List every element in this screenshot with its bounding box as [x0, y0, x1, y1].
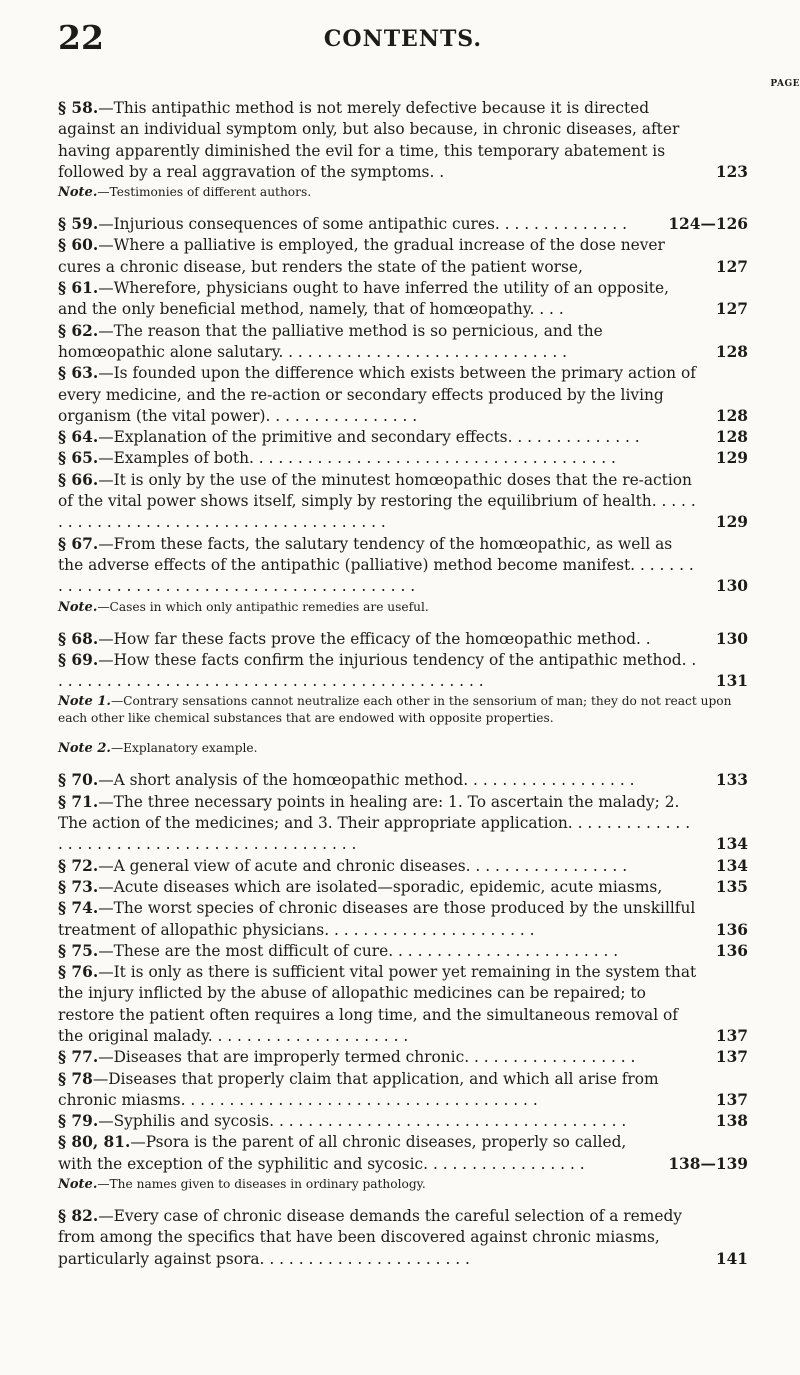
section-description: —Syphilis and sycosis. . . . . . . . . . . . . . . . . . . . . . . . . . . . . . . . . . . . . [98, 1112, 627, 1131]
section-number: § 77. [58, 1048, 99, 1067]
page-reference: 131 [715, 672, 748, 691]
entry-text [58, 363, 698, 427]
spacer [58, 1193, 748, 1206]
section-description: —From these facts, the salutary tendency of the homœopathic, as well as the adverse effects of the antipathic (palliative) method become manifest. . . . . . . . . . . . . . . . . . . . . . . . . . . . . . . . . . . . . . . . . . . . [58, 534, 694, 596]
page-reference: 135 [715, 877, 748, 896]
page-reference: 136 [715, 920, 748, 939]
toc-note [58, 184, 748, 201]
toc-entry [58, 470, 748, 534]
note-label: Note 2. [58, 741, 111, 757]
toc-entry [58, 1069, 748, 1112]
entry-text [58, 214, 660, 235]
section-description: —Where a palliative is employed, the gradual increase of the dose never cures a chronic disease, but renders the state of the patient worse, [58, 236, 665, 276]
spacer [58, 201, 748, 214]
section-number: § 62. [58, 321, 99, 340]
toc-entry [58, 1047, 748, 1068]
section-number: § 69. [58, 650, 99, 669]
page-reference: 137 [715, 1090, 748, 1109]
note-text: —Explanatory example. [110, 741, 258, 756]
toc-entry [58, 877, 748, 898]
note-body [58, 1177, 426, 1191]
toc-entry [58, 1132, 748, 1175]
section-description: —The worst species of chronic diseases are those produced by the unskillful treatment of allopathic physicians. . . . . . . . . . . . . . . . . . . . . . [58, 899, 696, 939]
entry-text [58, 962, 698, 1047]
entry-text [58, 650, 698, 693]
entry-text [58, 898, 698, 941]
contents-list [58, 64, 748, 1270]
spacer [58, 726, 748, 739]
section-number: § 75. [58, 941, 99, 960]
entry-text [58, 235, 698, 278]
note-body [58, 693, 748, 726]
entry-text [58, 98, 698, 183]
note-label: Note. [58, 599, 98, 615]
page-reference: 130 [715, 577, 748, 596]
section-description: —How far these facts prove the efficacy of the homœopathic method. . [98, 629, 651, 648]
section-number: § 76. [58, 963, 99, 982]
note-text: —Cases in which only antipathic remedies are useful. [97, 599, 429, 614]
page-reference: 129 [715, 513, 748, 532]
section-description: —Diseases that properly claim that application, and which all arise from chronic miasms. . . . . . . . . . . . . . . . . . . . . . . . . . . . . . . . . . . . . [58, 1069, 659, 1109]
page-reference: 127 [715, 300, 748, 319]
note-label: Note 1. [58, 694, 111, 710]
toc-entry [58, 792, 748, 856]
section-description: —This antipathic method is not merely defective because it is directed against an individual symptom only, but also because, in chronic diseases, after having apparently diminished the evil for a time, this temporary abatement is followed by a real aggravation of the symptoms. . [58, 99, 680, 181]
entry-text [58, 1111, 698, 1132]
section-description: —It is only as there is sufficient vital power yet remaining in the system that the injury inflicted by the abuse of allopathic medicines can be repaired; to restore the patient often requires a long time, and the simultaneous removal of the original malady. . . . . . . . . . . . . . . . . . . . . [58, 963, 697, 1045]
toc-entry [58, 898, 748, 941]
section-description: —Explanation of the primitive and secondary effects. . . . . . . . . . . . . . [98, 428, 640, 447]
section-number: § 72. [58, 856, 99, 875]
entry-text [58, 427, 698, 448]
toc-note [58, 740, 748, 757]
toc-entry [58, 856, 748, 877]
entry-text [58, 278, 698, 321]
page-reference: 137 [715, 1026, 748, 1045]
entry-text [58, 629, 698, 650]
section-description: —These are the most difficult of cure. . . . . . . . . . . . . . . . . . . . . . . . [98, 941, 619, 960]
section-number: § 82. [58, 1207, 99, 1226]
page-title: CONTENTS. [323, 26, 483, 52]
entry-text [58, 792, 698, 856]
toc-entry [58, 941, 748, 962]
entry-text [58, 856, 698, 877]
note-label: Note. [58, 1177, 98, 1193]
page-reference: 134 [715, 835, 748, 854]
toc-entry [58, 770, 748, 791]
page-reference: 127 [715, 257, 748, 276]
page-reference: 138 [715, 1112, 748, 1131]
section-number: § 79. [58, 1112, 99, 1131]
page-reference: 141 [715, 1249, 748, 1268]
section-description: —A general view of acute and chronic diseases. . . . . . . . . . . . . . . . . [98, 856, 628, 875]
entry-text [58, 470, 698, 534]
section-description: —Psora is the parent of all chronic diseases, properly so called, with the exception of the syphilitic and sycosic. . . . . . . . . . . . . . . . . [58, 1133, 627, 1173]
section-number: § 66. [58, 470, 99, 489]
section-description: —Acute diseases which are isolated—sporadic, epidemic, acute miasms, [98, 877, 663, 896]
toc-note [58, 1176, 748, 1193]
page-header [58, 0, 748, 64]
entry-text [58, 770, 698, 791]
toc-entry [58, 321, 748, 364]
section-description: —Every case of chronic disease demands the careful selection of a remedy from among the specifics that have been discovered against chronic miasms, particularly against psora. . . . . . . . . . . . . . . . . . . . . . [58, 1207, 683, 1268]
section-number: § 60. [58, 236, 99, 255]
section-description: —Wherefore, physicians ought to have inferred the utility of an opposite, and the only beneficial method, namely, that of homœopathy. . . . [58, 279, 669, 319]
entry-text [58, 1047, 698, 1068]
note-body [58, 600, 429, 614]
section-description: —How these facts confirm the injurious tendency of the antipathic method. . . . . . . . . . . . . . . . . . . . . . . . . . . . . . . . . . . . . . . . . . . . . . [58, 650, 697, 691]
entry-text [58, 448, 698, 469]
section-number: § 70. [58, 771, 99, 790]
page-reference: 128 [715, 428, 748, 447]
entry-text [58, 941, 698, 962]
section-description: —The reason that the palliative method is so pernicious, and the homœopathic alone salutary. . . . . . . . . . . . . . . . . . . . . . . . . . . . . . [58, 321, 603, 361]
toc-entry [58, 1111, 748, 1132]
note-body [58, 185, 311, 199]
entry-text [58, 877, 698, 898]
toc-entry [58, 214, 748, 235]
section-description: —Examples of both. . . . . . . . . . . . . . . . . . . . . . . . . . . . . . . . . . . . . . [98, 449, 616, 468]
section-number: § 80, 81. [58, 1133, 131, 1152]
toc-note [58, 693, 748, 726]
section-number: § 73. [58, 877, 99, 896]
section-number: § 58. [58, 99, 99, 117]
entry-text [58, 534, 698, 598]
section-number: § 65. [58, 449, 99, 468]
toc-entry [58, 427, 748, 448]
page-number: 22 [58, 18, 104, 57]
spacer [58, 757, 748, 770]
section-number: § 67. [58, 534, 99, 553]
toc-entry [58, 278, 748, 321]
page-reference: 136 [715, 941, 748, 960]
section-number: § 59. [58, 215, 99, 234]
toc-note [58, 599, 748, 616]
page-reference: 133 [715, 771, 748, 790]
toc-entry [58, 534, 748, 598]
section-description: —Injurious consequences of some antipathic cures. . . . . . . . . . . . . . [98, 215, 627, 234]
section-number: § 68. [58, 629, 99, 648]
entry-text [58, 321, 698, 364]
section-number: § 78 [58, 1069, 93, 1088]
note-text: —Contrary sensations cannot neutralize each other in the sensorium of man; they do not react upon each other like chemical substances that are endowed with opposite properties. [58, 694, 732, 726]
note-text: —The names given to diseases in ordinary pathology. [97, 1177, 426, 1192]
toc-entry [58, 363, 748, 427]
toc-entry [58, 448, 748, 469]
page-column-label: PAGE [770, 79, 800, 89]
page-reference: 124—126 [668, 215, 748, 234]
page-reference: 130 [715, 629, 748, 648]
section-description: —The three necessary points in healing are: 1. To ascertain the malady; 2. The action of the medicines; and 3. Their appropriate application. . . . . . . . . . . . . . . . . . . . . . . . . . . . . . . . . . . . . . . . . . . . [58, 792, 691, 854]
toc-entry [58, 629, 748, 650]
entry-text [58, 1069, 698, 1112]
page-reference: 137 [715, 1048, 748, 1067]
page-reference: 129 [715, 449, 748, 468]
section-number: § 74. [58, 899, 99, 918]
section-description: —It is only by the use of the minutest homœopathic doses that the re-action of the vital power shows itself, simply by restoring the equilibrium of health. . . . . . . . . . . . . . . . . . . . . . . . . . . . . . . . . . . . . . . [58, 470, 696, 532]
page-reference: 123 [715, 162, 748, 181]
toc-entry [58, 98, 748, 183]
spacer [58, 616, 748, 629]
section-description: —Is founded upon the difference which exists between the primary action of every medicine, and the re-action or secondary effects produced by the living organism (the vital power). . . . . . . . . . . . . . . . [58, 364, 696, 425]
entry-text [58, 1206, 698, 1270]
section-number: § 63. [58, 364, 99, 383]
section-description: —Diseases that are improperly termed chronic. . . . . . . . . . . . . . . . . . [98, 1048, 636, 1067]
toc-entry [58, 650, 748, 693]
page-reference: 128 [715, 342, 748, 361]
note-label: Note. [58, 185, 98, 201]
entry-text [58, 1132, 660, 1175]
section-description: —A short analysis of the homœopathic method. . . . . . . . . . . . . . . . . . [98, 771, 635, 790]
toc-entry [58, 962, 748, 1047]
toc-entry [58, 1206, 748, 1270]
page-reference: 138—139 [668, 1154, 748, 1173]
section-number: § 64. [58, 428, 99, 447]
page-reference: 128 [715, 406, 748, 425]
page-reference: 134 [715, 856, 748, 875]
toc-entry [58, 235, 748, 278]
note-text: —Testimonies of different authors. [97, 185, 312, 200]
note-body [58, 741, 258, 755]
section-number: § 61. [58, 279, 99, 298]
section-number: § 71. [58, 792, 99, 811]
